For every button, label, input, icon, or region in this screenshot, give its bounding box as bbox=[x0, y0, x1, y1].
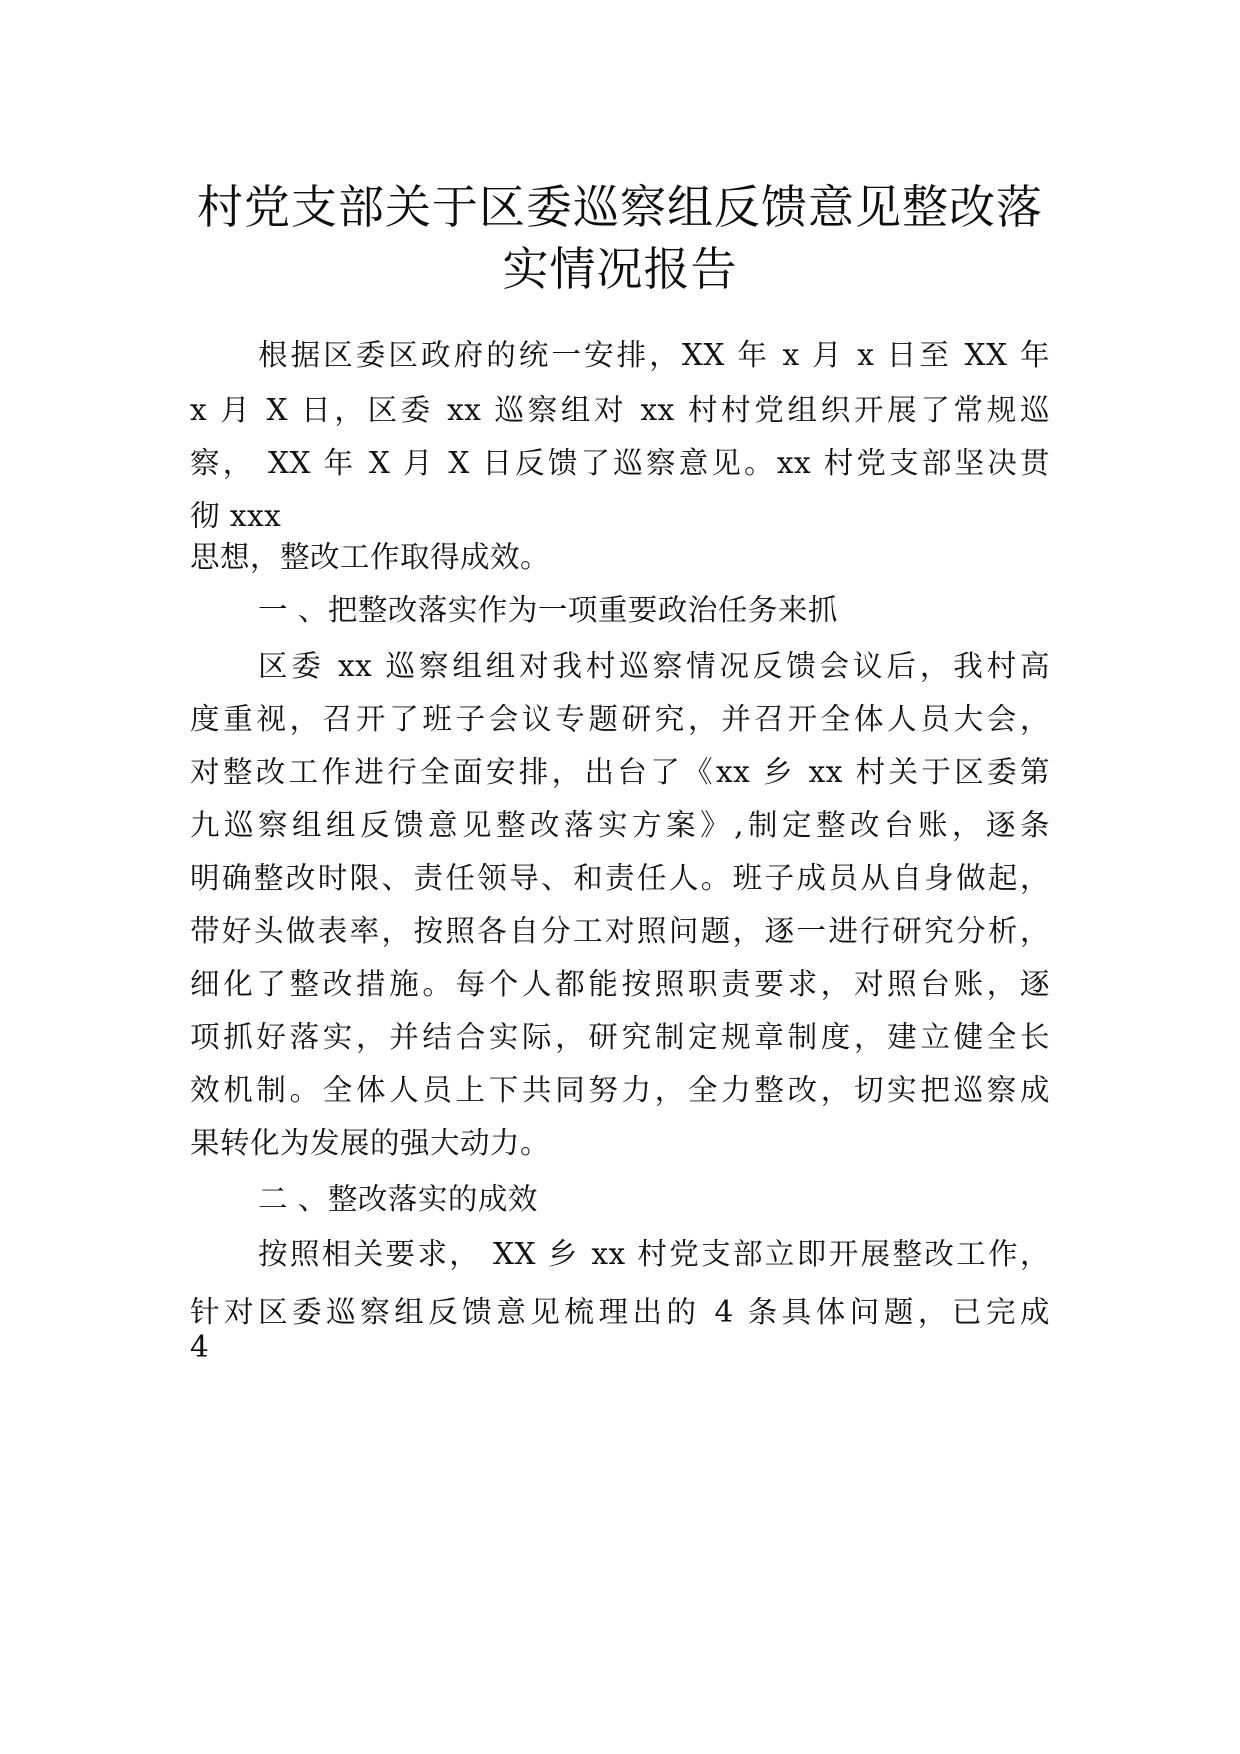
paragraph-line: 4 bbox=[190, 1330, 210, 1364]
paragraph-line: 项抓好落实，并结合实际，研究制定规章制度，建立健全长 bbox=[190, 1020, 1050, 1054]
section-heading-1: 一 、把整改落实作为一项重要政治任务来抓 bbox=[258, 593, 838, 627]
paragraph-line: 细化了整改措施。每个人都能按照职责要求，对照台账，逐 bbox=[190, 967, 1050, 1001]
paragraph-line: 对整改工作进行全面安排，出台了《xx 乡 xx 村关于区委第 bbox=[190, 755, 1050, 789]
section-heading-2: 二 、整改落实的成效 bbox=[258, 1182, 538, 1216]
paragraph-line: 按照相关要求， XX 乡 xx 村党支部立即开展整改工作， bbox=[258, 1237, 1050, 1271]
paragraph-line: 度重视，召开了班子会议专题研究，并召开全体人员大会， bbox=[190, 702, 1050, 736]
paragraph-line: 根据区委区政府的统一安排，XX 年 x 月 x 日至 XX 年 bbox=[258, 338, 1050, 372]
paragraph-line: 效机制。全体人员上下共同努力，全力整改，切实把巡察成 bbox=[190, 1073, 1050, 1107]
paragraph-line: 思想，整改工作取得成效。 bbox=[190, 540, 551, 574]
paragraph-line: 果转化为发展的强大动力。 bbox=[190, 1126, 551, 1160]
document-title-line-2: 实情况报告 bbox=[502, 242, 738, 296]
paragraph-line: 彻 xxx bbox=[190, 499, 282, 533]
paragraph-line: 针对区委巡察组反馈意见梳理出的 4 条具体问题，已完成 bbox=[190, 1295, 1050, 1329]
paragraph-line: 区委 xx 巡察组组对我村巡察情况反馈会议后，我村高 bbox=[258, 649, 1050, 683]
paragraph-line: 明确整改时限、责任领导、和责任人。班子成员从自身做起， bbox=[190, 861, 1050, 895]
paragraph-line: 带好头做表率，按照各自分工对照问题，逐一进行研究分析， bbox=[190, 914, 1050, 948]
paragraph-line: 九巡察组组反馈意见整改落实方案》,制定整改台账，逐条 bbox=[190, 808, 1050, 842]
paragraph-line: x 月 X 日，区委 xx 巡察组对 xx 村村党组织开展了常规巡 bbox=[190, 393, 1050, 427]
document-title-line-1: 村党支部关于区委巡察组反馈意见整改落 bbox=[197, 180, 1043, 234]
paragraph-line: 察， XX 年 X 月 X 日反馈了巡察意见。xx 村党支部坚决贯 bbox=[190, 446, 1050, 480]
